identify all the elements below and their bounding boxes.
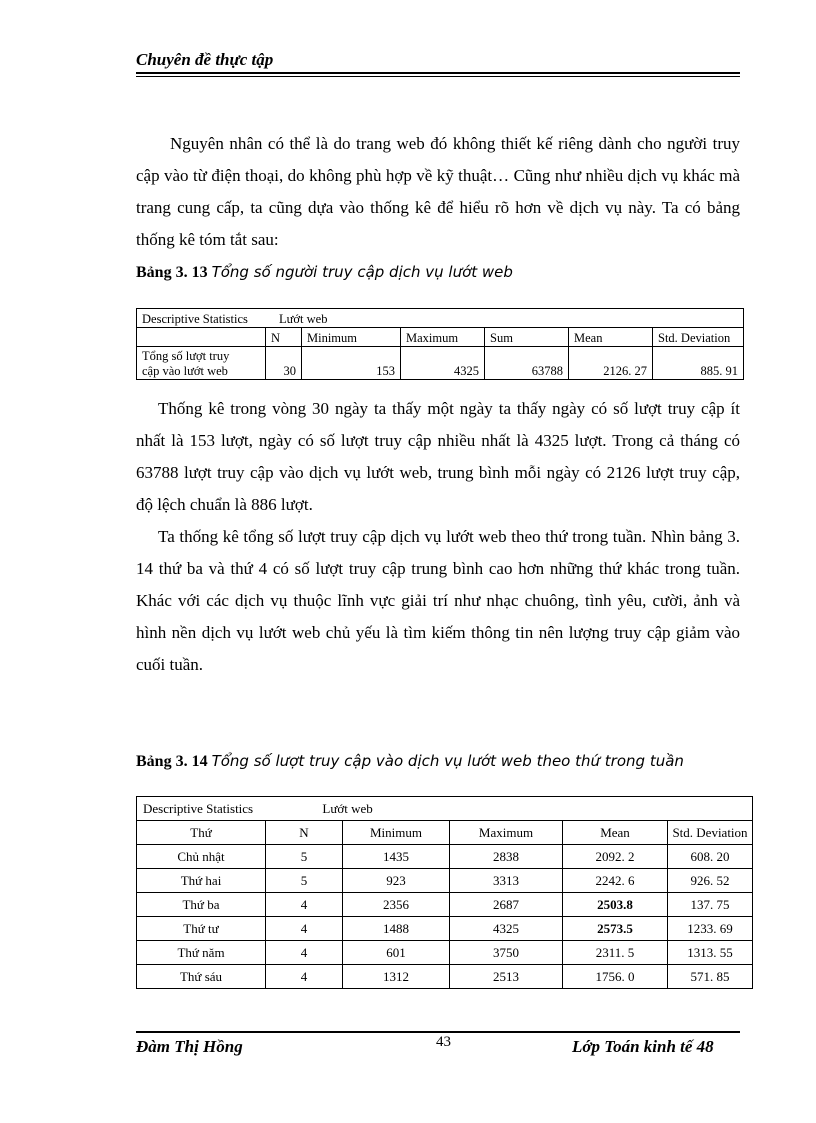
paragraph-3: Ta thống kê tổng số lượt truy cập dịch vụ lướt web theo thứ trong tuần. Nhìn bảng 3. 14 thứ ba và thứ 4 có số lượt truy cập trung bình cao hơn những thứ khác trong tuần. Khác với các dịch vụ thuộc lĩnh vực giải trí như nhạc chuông, tình yêu, cười, ảnh và hình nền dịch vụ lướt web chủ yếu là tìm kiếm thông tin nên lượng truy cập giảm vào cuối tuần. xyxy=(136,527,740,674)
table2-title-cell xyxy=(137,797,753,821)
table1-header-mean: Mean xyxy=(569,328,653,347)
table2-cell-mean: 2311. 5 xyxy=(563,941,668,965)
table2-cell-mean: 1756. 0 xyxy=(563,965,668,989)
table2-cell-n: 5 xyxy=(266,869,343,893)
table2-cell-mean: 2242. 6 xyxy=(563,869,668,893)
table-row xyxy=(137,893,753,917)
table1-title: Descriptive Statistics xyxy=(142,312,248,326)
table2-cell-n: 5 xyxy=(266,845,343,869)
table2-cell-minimum: 2356 xyxy=(343,893,450,917)
table2-cell-std: 137. 75 xyxy=(668,893,753,917)
footer-author: Đàm Thị Hồng xyxy=(136,1037,243,1056)
table-3-14 xyxy=(136,796,753,989)
table1-header-std: Std. Deviation xyxy=(653,328,744,347)
table1-cell-std: 885. 91 xyxy=(653,347,744,380)
table2-cell-minimum: 1312 xyxy=(343,965,450,989)
table2-header-mean: Mean xyxy=(563,821,668,845)
table1-row-label-line2: cập vào lướt web xyxy=(142,364,228,378)
table2-cell-day: Chủ nhật xyxy=(137,845,266,869)
table2-caption xyxy=(136,752,684,771)
table1-cell-maximum: 4325 xyxy=(401,347,485,380)
table2-cell-day: Thứ hai xyxy=(137,869,266,893)
table2-cell-minimum: 923 xyxy=(343,869,450,893)
table2-cell-mean: 2503.8 xyxy=(563,893,668,917)
table1-caption xyxy=(136,263,513,282)
table1-caption-label: Bảng 3. 13 xyxy=(136,264,208,281)
table2-cell-day: Thứ năm xyxy=(137,941,266,965)
table2-cell-maximum: 4325 xyxy=(450,917,563,941)
table1-header-n: N xyxy=(266,328,302,347)
table1-cell-n: 30 xyxy=(266,347,302,380)
table2-cell-maximum: 3313 xyxy=(450,869,563,893)
table2-cell-maximum: 2838 xyxy=(450,845,563,869)
table1-row-label xyxy=(137,347,266,380)
footer-class: Lớp Toán kinh tế 48 xyxy=(572,1037,714,1056)
table1-cell-mean: 2126. 27 xyxy=(569,347,653,380)
table-3-13 xyxy=(136,308,744,380)
page-header-title: Chuyên đề thực tập xyxy=(136,50,274,69)
table2-cell-day: Thứ sáu xyxy=(137,965,266,989)
table1-header-minimum: Minimum xyxy=(302,328,401,347)
table1-subtitle: Lướt web xyxy=(279,312,328,326)
table2-cell-mean: 2573.5 xyxy=(563,917,668,941)
table2-cell-std: 1233. 69 xyxy=(668,917,753,941)
table2-title: Descriptive Statistics xyxy=(143,800,254,816)
header-rule xyxy=(136,72,740,74)
table2-cell-n: 4 xyxy=(266,965,343,989)
table1-header-sum: Sum xyxy=(485,328,569,347)
table2-header-std: Std. Deviation xyxy=(668,821,753,845)
table2-cell-minimum: 1488 xyxy=(343,917,450,941)
table2-caption-label: Bảng 3. 14 xyxy=(136,753,208,770)
table2-cell-minimum: 601 xyxy=(343,941,450,965)
table1-caption-text: Tổng số người truy cập dịch vụ lướt web xyxy=(211,263,513,281)
table1-row-label-line1: Tổng số lượt truy xyxy=(142,349,230,363)
table2-cell-std: 571. 85 xyxy=(668,965,753,989)
table-row xyxy=(137,965,753,989)
footer-rule xyxy=(136,1031,740,1033)
table2-cell-n: 4 xyxy=(266,917,343,941)
table2-cell-day: Thứ tư xyxy=(137,917,266,941)
paragraph-2: Thống kê trong vòng 30 ngày ta thấy một ngày ta thấy ngày có số lượt truy cập ít nhất là 153 lượt, ngày có số lượt truy cập nhiều nhất là 4325 lượt. Trong cả tháng có 63788 lượt truy cập vào dịch vụ lướt web, trung bình mỗi ngày có 2126 lượt truy cập, độ lệch chuẩn là 886 lượt. xyxy=(136,399,740,514)
table1-header-maximum: Maximum xyxy=(401,328,485,347)
table2-subtitle: Lướt web xyxy=(322,800,373,816)
table2-cell-day: Thứ ba xyxy=(137,893,266,917)
table2-cell-n: 4 xyxy=(266,893,343,917)
page-number: 43 xyxy=(436,1034,451,1050)
paragraph-1: Nguyên nhân có thể là do trang web đó không thiết kế riêng dành cho người truy cập vào từ điện thoại, do không phù hợp về kỹ thuật… Cũng như nhiều dịch vụ khác mà trang cung cấp, ta cũng dựa vào thống kê để hiểu rõ hơn về dịch vụ này. Ta có bảng thống kê tóm tắt sau: xyxy=(136,134,740,249)
header-rule-thin xyxy=(136,76,740,77)
table2-cell-maximum: 2687 xyxy=(450,893,563,917)
table2-header-thu: Thứ xyxy=(137,821,266,845)
table2-cell-maximum: 3750 xyxy=(450,941,563,965)
table2-cell-mean: 2092. 2 xyxy=(563,845,668,869)
table1-cell-sum: 63788 xyxy=(485,347,569,380)
table-row xyxy=(137,869,753,893)
table-row xyxy=(137,845,753,869)
table2-caption-text: Tổng số lượt truy cập vào dịch vụ lướt web theo thứ trong tuần xyxy=(211,752,684,770)
table2-cell-minimum: 1435 xyxy=(343,845,450,869)
table1-cell-minimum: 153 xyxy=(302,347,401,380)
table-row xyxy=(137,917,753,941)
table-row xyxy=(137,941,753,965)
table2-cell-maximum: 2513 xyxy=(450,965,563,989)
table1-title-cell xyxy=(137,309,744,328)
table2-header-minimum: Minimum xyxy=(343,821,450,845)
table2-header-maximum: Maximum xyxy=(450,821,563,845)
table1-header-empty xyxy=(137,328,266,347)
table2-cell-n: 4 xyxy=(266,941,343,965)
table2-cell-std: 1313. 55 xyxy=(668,941,753,965)
table2-header-n: N xyxy=(266,821,343,845)
table2-cell-std: 926. 52 xyxy=(668,869,753,893)
table2-cell-std: 608. 20 xyxy=(668,845,753,869)
